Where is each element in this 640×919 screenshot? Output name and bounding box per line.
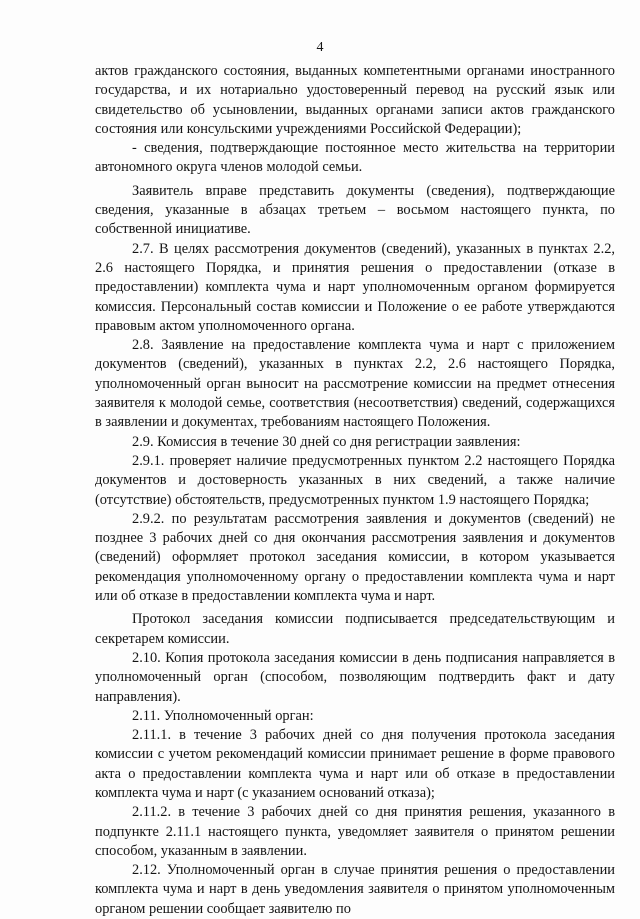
document-body	[95, 62, 615, 919]
paragraph: 2.9.2. по результатам рассмотрения заявления и документов (сведений) не позднее 3 рабочих дней со дня окончания рассмотрения заявления и документов (сведений) оформляет протокол заседания комиссии, в котором указывается рекомендация уполномоченному органу о предоставлении комплекта чума и нарт или об отказе в предоставлении комплекта чума и нарт.	[95, 510, 615, 605]
paragraph: 2.11.2. в течение 3 рабочих дней со дня принятия решения, указанного в подпункте 2.11.1 настоящего пункта, уведомляет заявителя о принятом решении способом, указанным в заявлении.	[95, 804, 615, 859]
paragraph: актов гражданского состояния, выданных компетентными органами иностранного государства, и их нотариально удостоверенный перевод на русский язык или свидетельство об усыновлении, выданных органами записи актов гражданского состояния или консульскими учреждениями Российской Федерации);	[95, 63, 615, 137]
paragraph: 2.9. Комиссия в течение 30 дней со дня регистрации заявления:	[132, 433, 521, 450]
paragraph: 2.9.1. проверяет наличие предусмотренных пунктом 2.2 настоящего Порядка документов и достоверность указанных в них сведений, а также наличие (отсутствие) обстоятельств, предусмотренных пунктом 1.9 настоящего Порядка;	[95, 452, 615, 508]
page-number: 4	[316, 40, 324, 55]
paragraph: 2.7. В целях рассмотрения документов (сведений), указанных в пунктах 2.2, 2.6 настоящего Порядка, и принятия решения о предоставлении (отказе в предоставлении) комплекта чума и нарт уполномоченным органом формируется комиссия. Персональный состав комиссии и Положение о ее работе утверждаются правовым актом уполномоченного органа.	[95, 240, 615, 334]
paragraph: Заявитель вправе представить документы (сведения), подтверждающие сведения, указанные в абзацах третьем – восьмом настоящего пункта, по собственной инициативе.	[95, 182, 615, 238]
paragraph: 2.10. Копия протокола заседания комиссии в день подписания направляется в уполномоченный орган (способом, позволяющим подтвердить факт и дату направления).	[95, 649, 615, 705]
paragraph: Протокол заседания комиссии подписывается председательствующим и секретарем комиссии.	[95, 611, 615, 647]
paragraph: 2.8. Заявление на предоставление комплекта чума и нарт с приложением документов (сведений), указанных в пунктах 2.2, 2.6 настоящего Порядка, уполномоченный орган выносит на рассмотрение комиссии на предмет отнесения заявителя к молодой семье, соответствия (несоответствия) сведений, содержащихся в заявлении и документах, требованиям настоящего Положения.	[95, 337, 615, 431]
paragraph: 2.12. Уполномоченный орган в случае принятия решения о предоставлении комплекта чума и нарт в день уведомления заявителя о принятом уполномоченным органом решении сообщает заявителю по	[95, 862, 615, 917]
paragraph: - сведения, подтверждающие постоянное место жительства на территории автономного округа членов молодой семьи.	[95, 140, 615, 176]
paragraph: 2.11.1. в течение 3 рабочих дней со дня получения протокола заседания комиссии с учетом рекомендаций комиссии принимает решение в форме правового акта о предоставлении комплекта чума и нарт или об отказе в предоставлении комплекта чума и нарт (с указанием оснований отказа);	[95, 727, 615, 801]
paragraph: 2.11. Уполномоченный орган:	[132, 707, 314, 724]
